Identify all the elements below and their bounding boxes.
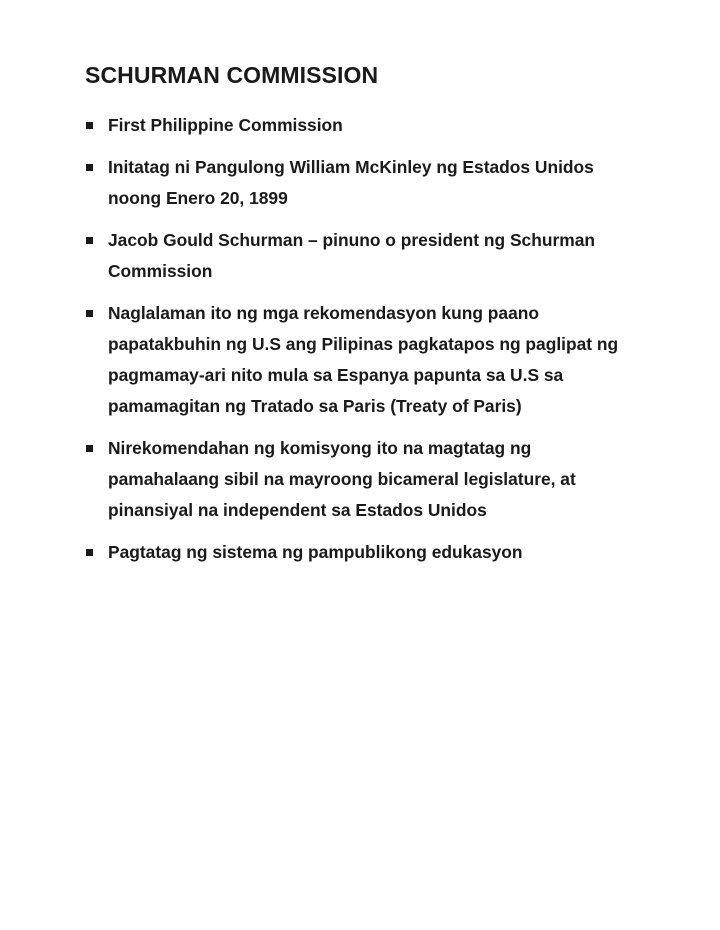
list-item bbox=[86, 152, 646, 214]
bullet-text: Naglalaman ito ng mga rekomendasyon kung paano papatakbuhin ng U.S ang Pilipinas pagkatapos ng paglipat ng pagmamay-ari nito mula sa Espanya papunta sa U.S sa pamamagitan ng Tratado sa Paris (Treaty of Paris) bbox=[108, 303, 619, 416]
list-item bbox=[86, 537, 646, 568]
square-bullet-icon bbox=[86, 164, 93, 171]
square-bullet-icon bbox=[86, 237, 93, 244]
list-item bbox=[86, 298, 646, 422]
bullet-text: Jacob Gould Schurman – pinuno o president ng Schurman Commission bbox=[108, 230, 595, 281]
list-item bbox=[86, 433, 646, 526]
square-bullet-icon bbox=[86, 445, 93, 452]
bullet-text: Initatag ni Pangulong William McKinley ng Estados Unidos noong Enero 20, 1899 bbox=[108, 157, 594, 208]
bullet-list bbox=[86, 110, 646, 579]
bullet-text: Nirekomendahan ng komisyong ito na magtatag ng pamahalaang sibil na mayroong bicameral legislature, at pinansiyal na independent sa Estados Unidos bbox=[108, 438, 576, 520]
list-item bbox=[86, 225, 646, 287]
bullet-text: Pagtatag ng sistema ng pampublikong edukasyon bbox=[108, 542, 523, 562]
square-bullet-icon bbox=[86, 122, 93, 129]
bullet-text: First Philippine Commission bbox=[108, 115, 343, 135]
square-bullet-icon bbox=[86, 549, 93, 556]
list-item bbox=[86, 110, 646, 141]
page-title: SCHURMAN COMMISSION bbox=[85, 62, 379, 88]
square-bullet-icon bbox=[86, 310, 93, 317]
